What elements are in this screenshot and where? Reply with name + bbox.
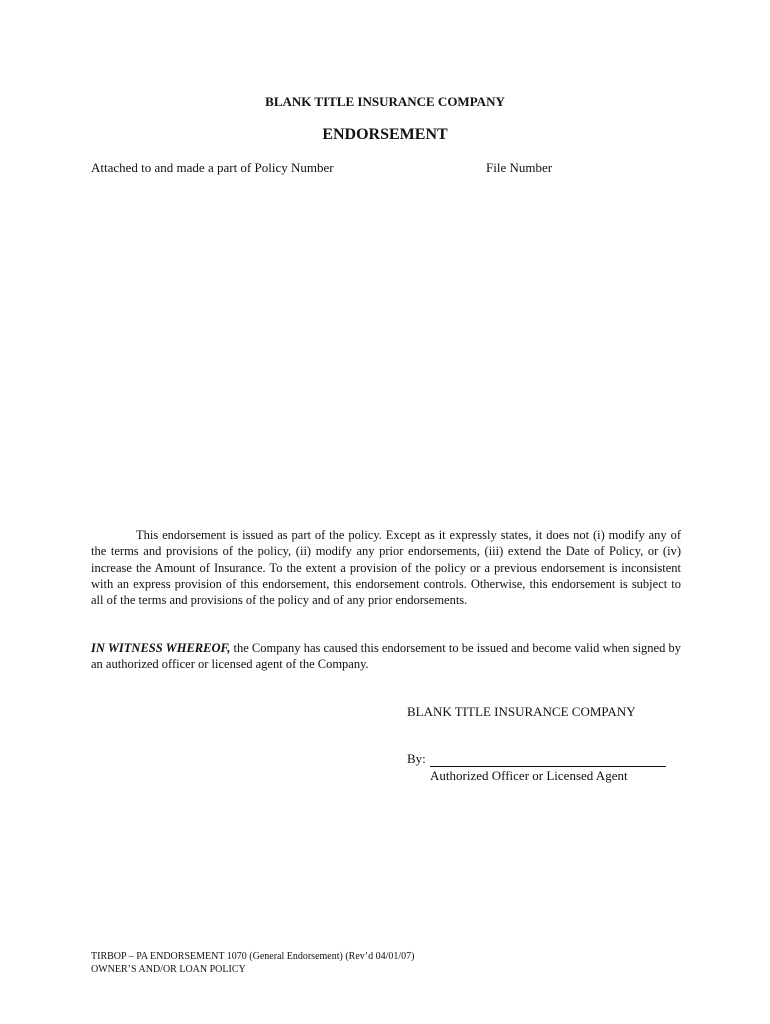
file-number-label: File Number: [486, 160, 553, 175]
signature-by-label: By:: [407, 751, 426, 766]
witness-paragraph: [91, 640, 681, 673]
signature-caption: Authorized Officer or Licensed Agent: [430, 768, 628, 783]
signature-company-name: BLANK TITLE INSURANCE COMPANY: [407, 704, 636, 719]
company-heading: BLANK TITLE INSURANCE COMPANY: [265, 94, 505, 109]
policy-number-label: Attached to and made a part of Policy Number: [91, 160, 334, 175]
footer: [91, 950, 415, 976]
witness-lead-text: IN WITNESS WHEREOF,: [91, 641, 231, 655]
signature-by-row: [407, 751, 666, 767]
footer-policy-type: OWNER’S AND/OR LOAN POLICY: [91, 964, 246, 975]
footer-form-id: TIRBOP – PA ENDORSEMENT 1070 (General Endorsement) (Rev’d 04/01/07): [91, 951, 415, 962]
signature-line: [430, 753, 666, 767]
document-title: ENDORSEMENT: [322, 126, 448, 143]
witness-body-text: the Company has caused this endorsement to be issued and become valid when signed by an authorized officer or licensed agent of the Company.: [91, 641, 681, 672]
endorsement-body-paragraph: This endorsement is issued as part of the policy. Except as it expressly states, it does not (i) modify any of the terms and provisions of the policy, (ii) modify any prior endorsements, (iii) extend the Date of Policy, or (iv) increase the Amount of Insurance. To the extent a provision of the policy or a previous endorsement is inconsistent with an express provision of this endorsement, this endorsement controls. Otherwise, this endorsement is subject to all of the terms and provisions of the policy and of any prior endorsements.: [91, 528, 681, 608]
